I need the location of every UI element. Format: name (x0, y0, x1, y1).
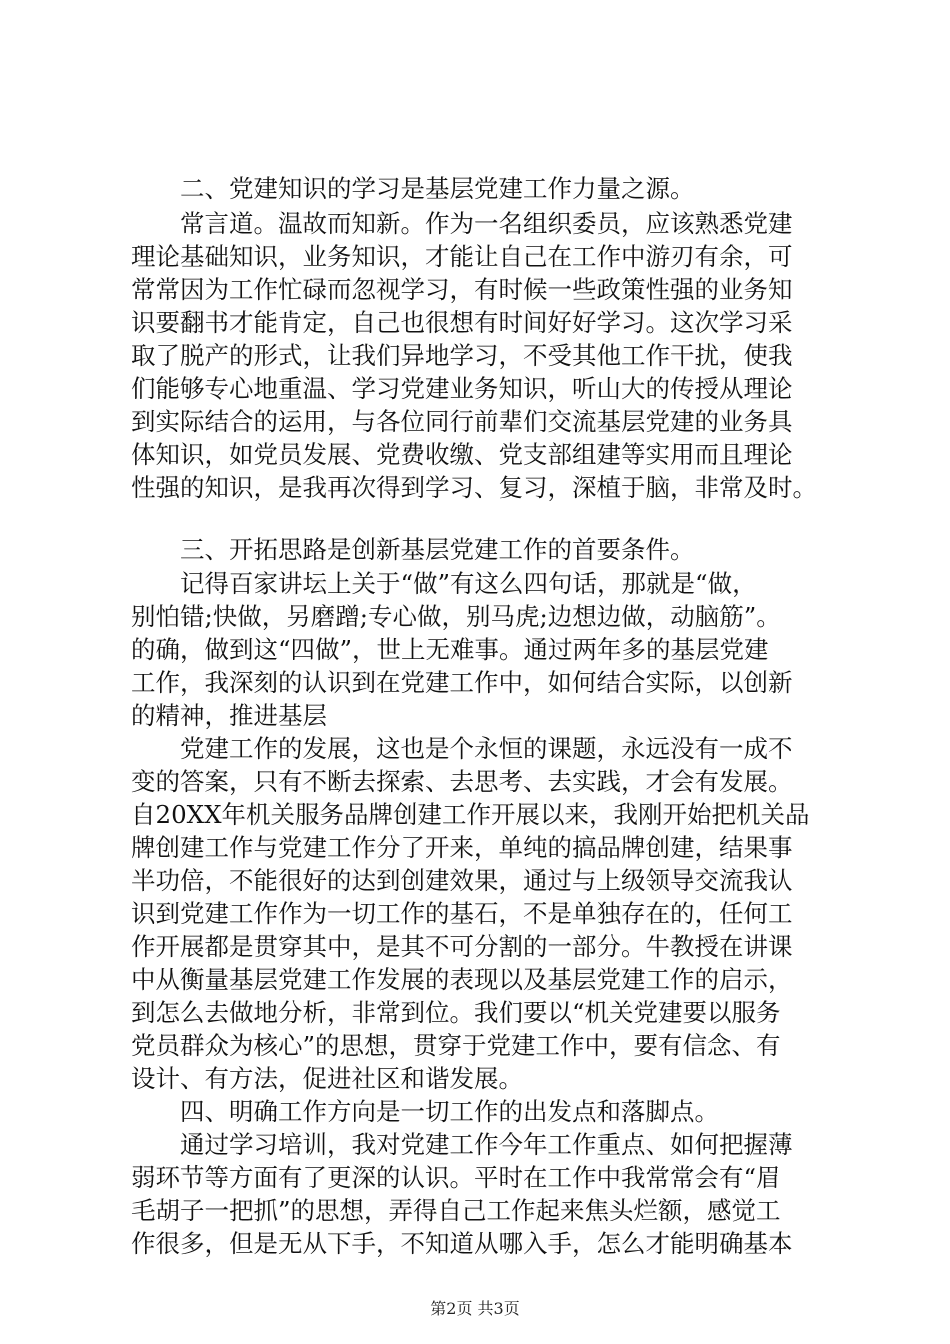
paragraph-line: 常常因为工作忙碌而忽视学习，有时候一些政策性强的业务知 (131, 275, 793, 304)
paragraph-line: 识到党建工作作为一切工作的基石，不是单独存在的，任何工 (131, 899, 793, 928)
paragraph-line: 作开展都是贯穿其中，是其不可分割的一部分。牛教授在讲课 (131, 932, 793, 961)
paragraph-line: 记得百家讲坛上关于“做”有这么四句话，那就是“做， (180, 569, 757, 598)
paragraph-line: 的确，做到这“四做”，世上无难事。通过两年多的基层党建 (131, 635, 769, 664)
paragraph-line: 中从衡量基层党建工作发展的表现以及基层党建工作的启示， (131, 965, 793, 994)
paragraph-line: 自20XX年机关服务品牌创建工作开展以来，我刚开始把机关品 (131, 800, 810, 829)
section-heading: 四、明确工作方向是一切工作的出发点和落脚点。 (180, 1097, 719, 1126)
paragraph-line: 到怎么去做地分析，非常到位。我们要以“机关党建要以服务 (131, 998, 781, 1027)
paragraph-line: 的精神，推进基层 (131, 701, 327, 730)
paragraph-line: 变的答案，只有不断去探索、去思考、去实践，才会有发展。 (131, 767, 793, 796)
paragraph-line: 识要翻书才能肯定，自己也很想有时间好好学习。这次学习采 (131, 308, 793, 337)
paragraph-line: 党员群众为核心”的思想，贯穿于党建工作中，要有信念、有 (131, 1031, 781, 1060)
page-number-footer: 第2页 共3页 (430, 1299, 520, 1318)
paragraph-line: 理论基础知识，业务知识，才能让自己在工作中游刃有余，可 (131, 242, 793, 271)
paragraph-line: 弱环节等方面有了更深的认识。平时在工作中我常常会有“眉 (131, 1163, 781, 1192)
paragraph-line: 设计、有方法，促进社区和谐发展。 (131, 1064, 523, 1093)
paragraph-line: 别怕错;快做，另磨蹭;专心做，别马虎;边想边做，动脑筋”。 (131, 602, 781, 631)
paragraph-line: 性强的知识，是我再次得到学习、复习，深植于脑，非常及时。 (131, 473, 817, 502)
paragraph-line: 牌创建工作与党建工作分了开来，单纯的搞品牌创建，结果事 (131, 833, 793, 862)
section-heading: 二、党建知识的学习是基层党建工作力量之源。 (180, 174, 695, 203)
paragraph-line: 党建工作的发展，这也是个永恒的课题，永远没有一成不 (180, 734, 793, 763)
paragraph-line: 到实际结合的运用，与各位同行前辈们交流基层党建的业务具 (131, 407, 793, 436)
section-heading: 三、开拓思路是创新基层党建工作的首要条件。 (180, 535, 695, 564)
paragraph-line: 体知识，如党员发展、党费收缴、党支部组建等实用而且理论 (131, 440, 793, 469)
paragraph-line: 们能够专心地重温、学习党建业务知识，听山大的传授从理论 (131, 374, 793, 403)
paragraph-line: 取了脱产的形式，让我们异地学习，不受其他工作干扰，使我 (131, 341, 793, 370)
paragraph-line: 通过学习培训，我对党建工作今年工作重点、如何把握薄 (180, 1130, 793, 1159)
paragraph-line: 半功倍，不能很好的达到创建效果，通过与上级领导交流我认 (131, 866, 793, 895)
paragraph-line: 毛胡子一把抓”的思想，弄得自己工作起来焦头烂额，感觉工 (131, 1196, 781, 1225)
paragraph-line: 工作，我深刻的认识到在党建工作中，如何结合实际，以创新 (131, 668, 793, 697)
paragraph-line: 常言道。温故而知新。作为一名组织委员，应该熟悉党建 (180, 209, 793, 238)
paragraph-line: 作很多，但是无从下手，不知道从哪入手，怎么才能明确基本 (131, 1229, 793, 1258)
